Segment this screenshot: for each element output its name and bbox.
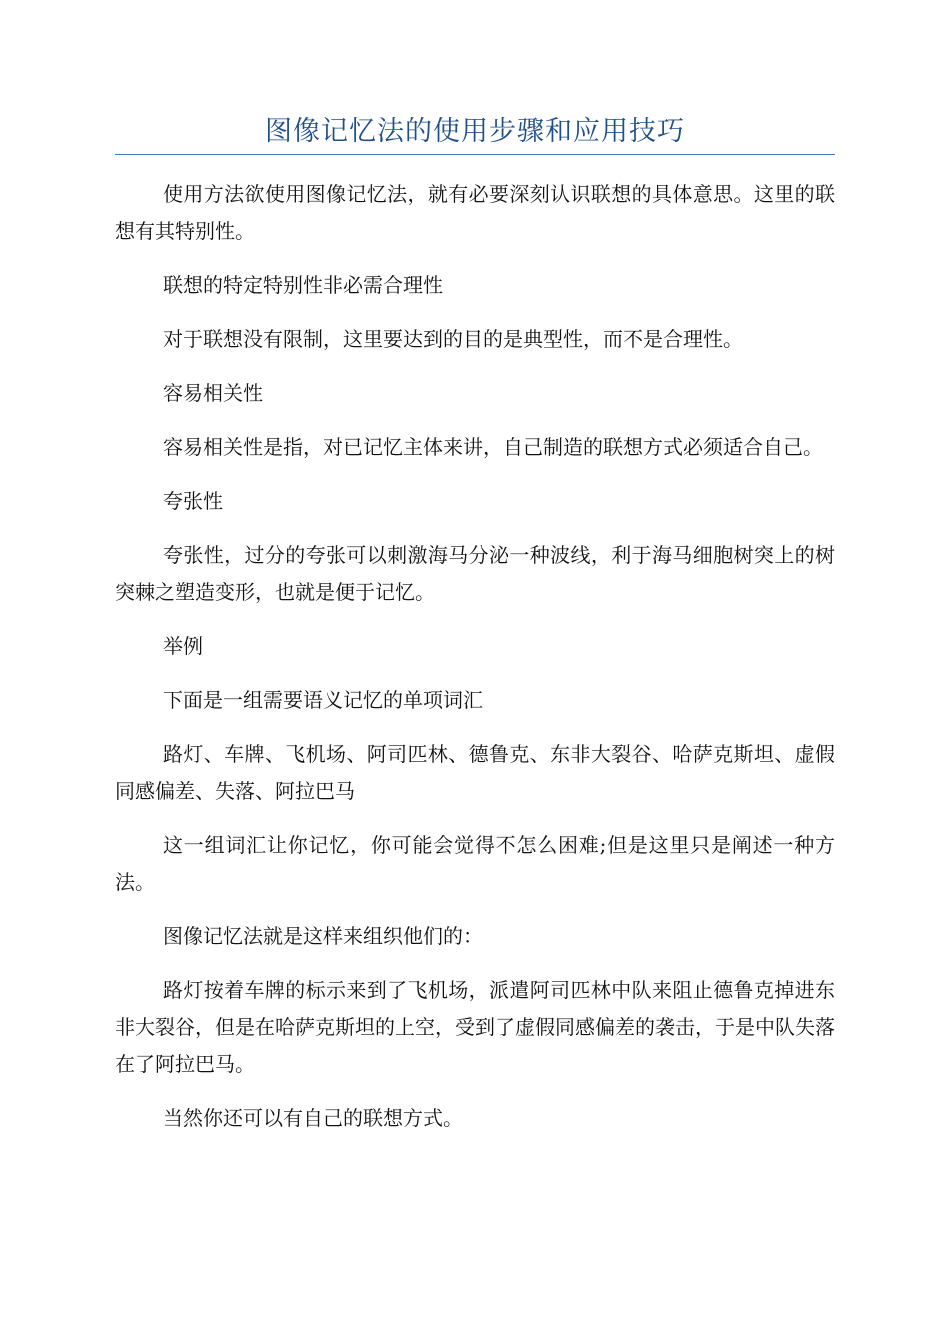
paragraph: 联想的特定特别性非必需合理性 [163,273,443,297]
paragraph: 对于联想没有限制，这里要达到的目的是典型性，而不是合理性。 [163,327,743,351]
paragraph: 当然你还可以有自己的联想方式。 [163,1106,463,1130]
paragraph: 夸张性 [163,489,223,513]
title-underline [115,154,835,155]
paragraph: 图像记忆法就是这样来组织他们的： [163,924,483,948]
paragraph: 这一组词汇让你记忆，你可能会觉得不怎么困难;但是这里只是阐述一种方法。 [115,833,835,894]
document-body [115,176,835,1154]
paragraph: 夸张性，过分的夸张可以刺激海马分泌一种波线，利于海马细胞树突上的树突棘之塑造变形，也就是便于记忆。 [115,543,835,604]
paragraph: 路灯按着车牌的标示来到了飞机场，派遣阿司匹林中队来阻止德鲁克掉进东非大裂谷，但是在哈萨克斯坦的上空，受到了虚假同感偏差的袭击，于是中队失落在了阿拉巴马。 [115,978,835,1076]
document-title: 图像记忆法的使用步骤和应用技巧 [265,116,685,147]
paragraph: 容易相关性是指，对已记忆主体来讲，自己制造的联想方式必须适合自己。 [163,435,823,459]
paragraph: 下面是一组需要语义记忆的单项词汇 [163,688,483,712]
paragraph: 容易相关性 [163,381,263,405]
paragraph: 举例 [163,634,203,658]
paragraph: 使用方法欲使用图像记忆法，就有必要深刻认识联想的具体意思。这里的联想有其特别性。 [115,182,835,243]
paragraph: 路灯、车牌、飞机场、阿司匹林、德鲁克、东非大裂谷、哈萨克斯坦、虚假同感偏差、失落、阿拉巴马 [115,742,835,803]
